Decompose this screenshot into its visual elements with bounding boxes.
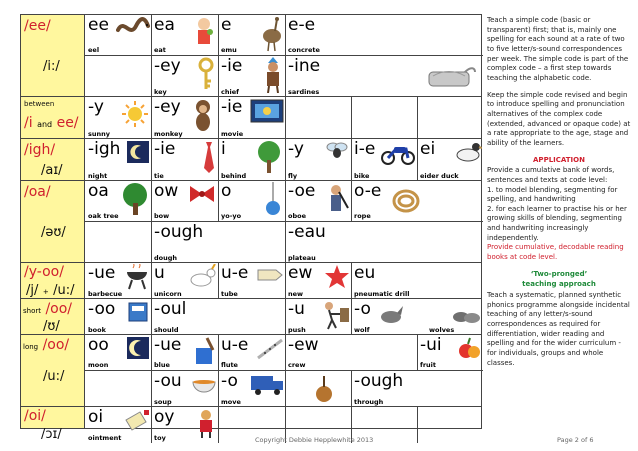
grapheme: ee (88, 15, 109, 35)
grapheme: i (221, 139, 226, 159)
word: tube (221, 289, 238, 298)
grapheme: -ue (88, 263, 116, 283)
note-practise: 2. for each learner to practise his or her growing skills of blending, segmenting and handwriting increasingly independently. (487, 204, 627, 242)
word: dough (154, 253, 178, 262)
monkey-icon (189, 98, 217, 132)
cell-e-e (285, 15, 483, 55)
ipa-ee: /i:/ (43, 59, 60, 74)
cell-i-behind (218, 139, 285, 181)
grapheme: u (154, 263, 165, 283)
push-icon (320, 300, 350, 330)
grapheme: -ie (221, 56, 243, 76)
row-i-ee (21, 97, 481, 139)
word: fruit (420, 360, 436, 369)
note-model: 1. to model blending, segmenting for spelling, and handwriting (487, 185, 618, 204)
oa-row-top (85, 181, 483, 222)
row-long-oo (21, 335, 481, 407)
grapheme: e-e (288, 15, 316, 35)
cell-i-e-bike (351, 139, 417, 181)
igh-cells (85, 139, 483, 181)
cell-u-push (285, 299, 351, 335)
word: concrete (288, 45, 320, 54)
word: tie (154, 171, 164, 180)
cell-ow (151, 181, 218, 221)
word: blue (154, 360, 170, 369)
bow-icon (187, 182, 217, 208)
word: push (288, 325, 306, 334)
cell-o-yoyo (218, 181, 285, 221)
ipa-long-oo: /u:/ (43, 369, 65, 384)
ipa-oi: /ɔɪ/ (41, 427, 62, 442)
word: yo-yo (221, 211, 242, 220)
ipa-oa: /əʊ/ (41, 225, 66, 240)
cell-oo-book (85, 299, 151, 335)
word: oboe (288, 211, 306, 220)
cell-ie (218, 56, 285, 97)
cell-eu (351, 263, 483, 299)
word: eel (88, 45, 100, 54)
teaching-notes (487, 16, 631, 375)
grapheme: -eau (288, 222, 326, 242)
word: through (354, 397, 384, 406)
cell-y-sunny (85, 97, 151, 139)
grapheme: -ie (221, 97, 243, 117)
word: unicorn (154, 289, 182, 298)
cell-ee (85, 15, 151, 55)
cell-o-move (218, 371, 285, 407)
between-label: between (24, 100, 55, 108)
eider-duck-icon (454, 140, 482, 164)
ointment-tube-icon (124, 408, 150, 432)
grapheme: oy (154, 407, 175, 427)
sun-icon (120, 98, 150, 128)
grapheme: -ui (420, 335, 442, 355)
tree-icon (254, 140, 284, 174)
page-number: Page 2 of 6 (557, 436, 594, 444)
short-oo-cells (85, 299, 483, 335)
oa-row-bottom (85, 222, 483, 263)
sound-ee: /ee/ (24, 18, 51, 34)
and-label: and (37, 120, 53, 129)
cell-u-e-flute (218, 335, 285, 370)
flute-icon (256, 336, 284, 362)
word: new (288, 289, 304, 298)
word: fly (288, 171, 298, 180)
cell-ough-through (351, 371, 483, 407)
sound-oi: /oi/ (24, 408, 46, 424)
cell-empty (285, 371, 351, 407)
word: bike (354, 171, 370, 180)
cell-ey-monkey (151, 97, 218, 139)
cell-oa (85, 181, 151, 221)
grapheme: -o (221, 371, 238, 391)
new-star-icon (324, 264, 350, 290)
word: night (88, 171, 108, 180)
grapheme: -ie (154, 139, 176, 159)
violin-icon (313, 375, 335, 403)
fly-icon (324, 140, 350, 162)
ee-row-top (85, 15, 483, 56)
word: eider duck (420, 171, 459, 180)
word: oak tree (88, 211, 119, 220)
word: barbecue (88, 289, 123, 298)
copyright: Copyright Debbie Hepplewhite 2013 (255, 436, 374, 444)
word: ointment (88, 433, 122, 442)
cell-ine (285, 56, 483, 97)
word: book (88, 325, 106, 334)
ee-row-bottom (85, 56, 483, 97)
word: behind (221, 171, 247, 180)
grapheme: oi (88, 407, 104, 427)
word: key (154, 87, 167, 96)
y-oo-cells (85, 263, 483, 299)
sound-oa: /oa/ (24, 184, 51, 200)
barbecue-icon (124, 264, 150, 290)
movie-screen-icon (250, 98, 284, 126)
wolf-icon (377, 303, 405, 327)
wolves-icon (451, 303, 481, 327)
note-systematic: Teach a systematic, planned synthetic phonics programme alongside incidental teaching of any letter/s-sound correspondences as required for differentiation, wider reading and spelling and for the wider curriculum - for individuals, groups and whole classes. (487, 291, 630, 367)
row-short-oo (21, 299, 481, 335)
grapheme: -y (288, 139, 304, 159)
emu-icon (260, 16, 284, 52)
blue-paint-icon (193, 336, 217, 366)
short-label: short (23, 307, 41, 315)
long-oo-row-top (85, 335, 483, 371)
cell-ie-tie (151, 139, 218, 181)
cell-ew-new (285, 263, 351, 299)
ipa-short-oo: /ʊ/ (43, 319, 60, 334)
grapheme: ew (288, 263, 313, 283)
ipa-u: /u:/ (53, 283, 75, 298)
rope-icon (391, 187, 421, 215)
cell-ie-movie (218, 97, 285, 139)
word-wolves: wolves (429, 325, 455, 334)
row-igh (21, 139, 481, 181)
word: emu (221, 45, 237, 54)
long-oo-row-bottom (85, 371, 483, 407)
pronged-subtitle: teaching approach (522, 280, 596, 289)
row-y-oo (21, 263, 481, 299)
grapheme: -oo (88, 299, 116, 319)
sound-igh: /igh/ (24, 142, 56, 158)
eel-icon (116, 16, 150, 38)
word: sardines (288, 87, 320, 96)
tube-icon (256, 264, 284, 286)
grapheme: -o (354, 299, 371, 319)
plus-label: + (42, 288, 49, 296)
word: moon (88, 360, 109, 369)
row-ee (21, 15, 481, 97)
unicorn-icon (187, 264, 217, 292)
child-eating-icon (191, 16, 217, 46)
i-ee-cells (85, 97, 483, 139)
grapheme: -ough (154, 222, 204, 242)
grapheme: o-e (354, 181, 382, 201)
word: crew (288, 360, 306, 369)
grapheme: -igh (88, 139, 121, 159)
cell-oul (151, 299, 285, 335)
grapheme: oo (88, 335, 109, 355)
cell-ea (151, 15, 218, 55)
cell-u-e-tube (218, 263, 285, 299)
soup-bowl-icon (191, 372, 217, 396)
word: move (221, 397, 241, 406)
grapheme: ei (420, 139, 436, 159)
grapheme: eu (354, 263, 376, 283)
cell-ue-blue (151, 335, 218, 370)
ipa-igh: /aɪ/ (41, 163, 63, 178)
book-icon (126, 300, 150, 324)
fruit-icon (456, 336, 482, 362)
sardine-tin-icon (425, 64, 477, 90)
grapheme: oa (88, 181, 109, 201)
grapheme: -ue (154, 335, 182, 355)
grapheme: o (221, 181, 232, 201)
grapheme: -u (288, 299, 305, 319)
cell-oo-moon (85, 335, 151, 370)
grapheme: -ou (154, 371, 182, 391)
sound-ee-b: ee/ (56, 115, 79, 131)
moon-night-icon (126, 140, 150, 164)
oboe-player-icon (326, 182, 350, 216)
cell-ei (417, 139, 483, 181)
long-label: long (23, 343, 39, 351)
cell-ue-barbecue (85, 263, 151, 299)
note-complex-code: Keep the simple code revised and begin to introduce spelling and pronunciation alternatives of the complex code (extended, advanced or opaque code) at a rate appropriate to the age, stage and ability of the learners. (487, 90, 631, 147)
grapheme: i-e (354, 139, 376, 159)
grapheme: -y (88, 97, 104, 117)
cell-ough-dough (151, 222, 285, 263)
cell-igh (85, 139, 151, 181)
cell-e (218, 15, 285, 55)
ipa-j: /j/ (26, 283, 39, 298)
key-icon (195, 57, 217, 91)
cell-oy (151, 407, 218, 443)
cell-eau (285, 222, 483, 263)
word: should (154, 325, 179, 334)
cell-ou-soup (151, 371, 218, 407)
grapheme: -oe (288, 181, 316, 201)
grapheme: -oul (154, 299, 187, 319)
cell-oi (85, 407, 151, 443)
grapheme: -ey (154, 97, 181, 117)
cell-o-e (351, 181, 483, 221)
grapheme: u-e (221, 335, 249, 355)
note-books: Provide cumulative, decodable reading books at code level. (487, 243, 624, 262)
grapheme: -ough (354, 371, 404, 391)
word: toy (154, 433, 166, 442)
chief-icon (262, 57, 284, 93)
cell-ey (151, 56, 218, 97)
grapheme: ea (154, 15, 175, 35)
grapheme: -ew (288, 335, 319, 355)
word: movie (221, 129, 244, 138)
sound-short-oo: /oo/ (45, 301, 73, 317)
cell-o-wolf (351, 299, 483, 335)
sound-i: /i (24, 115, 33, 131)
word: chief (221, 87, 239, 96)
word: wolf (354, 325, 370, 334)
grapheme: -ey (154, 56, 181, 76)
cell-ew-crew (285, 335, 417, 370)
word: soup (154, 397, 172, 406)
cell-u-unicorn (151, 263, 218, 299)
note-cumulative: Provide a cumulative bank of words, sentences and texts at code level: (487, 166, 615, 184)
grapheme: -ine (288, 56, 321, 76)
word: rope (354, 211, 371, 220)
word: monkey (154, 129, 183, 138)
word: flute (221, 360, 238, 369)
word: plateau (288, 253, 316, 262)
toy-icon (195, 408, 217, 438)
sound-y-oo: /y-oo/ (24, 264, 64, 280)
word: eat (154, 45, 166, 54)
word: pneumatic drill (354, 289, 410, 298)
yoyo-icon (262, 182, 284, 216)
oak-tree-icon (120, 182, 150, 216)
word: sunny (88, 129, 110, 138)
sound-long-oo: /oo/ (42, 337, 70, 353)
cell-y-fly (285, 139, 351, 181)
removal-van-icon (250, 372, 284, 396)
pronged-title: ‘Two-pronged’ (530, 269, 588, 278)
row-oi (21, 407, 481, 443)
moon-icon (126, 336, 150, 360)
cell-ui (417, 335, 483, 370)
grapheme: ow (154, 181, 179, 201)
grapheme: e (221, 15, 232, 35)
grapheme: u-e (221, 263, 249, 283)
word: bow (154, 211, 170, 220)
motorbike-icon (380, 140, 416, 166)
tie-icon (201, 140, 217, 174)
cell-oe (285, 181, 351, 221)
row-oa (21, 181, 481, 263)
note-simple-code: Teach a simple code (basic or transparent) first; that is, mainly one spelling for each sound at a rate of two to five letter/s-sound correspondences per week. The simple code is part of the complex code – a first step towards teaching the alphabetic code. (487, 16, 629, 82)
application-title: APPLICATION (533, 155, 585, 164)
